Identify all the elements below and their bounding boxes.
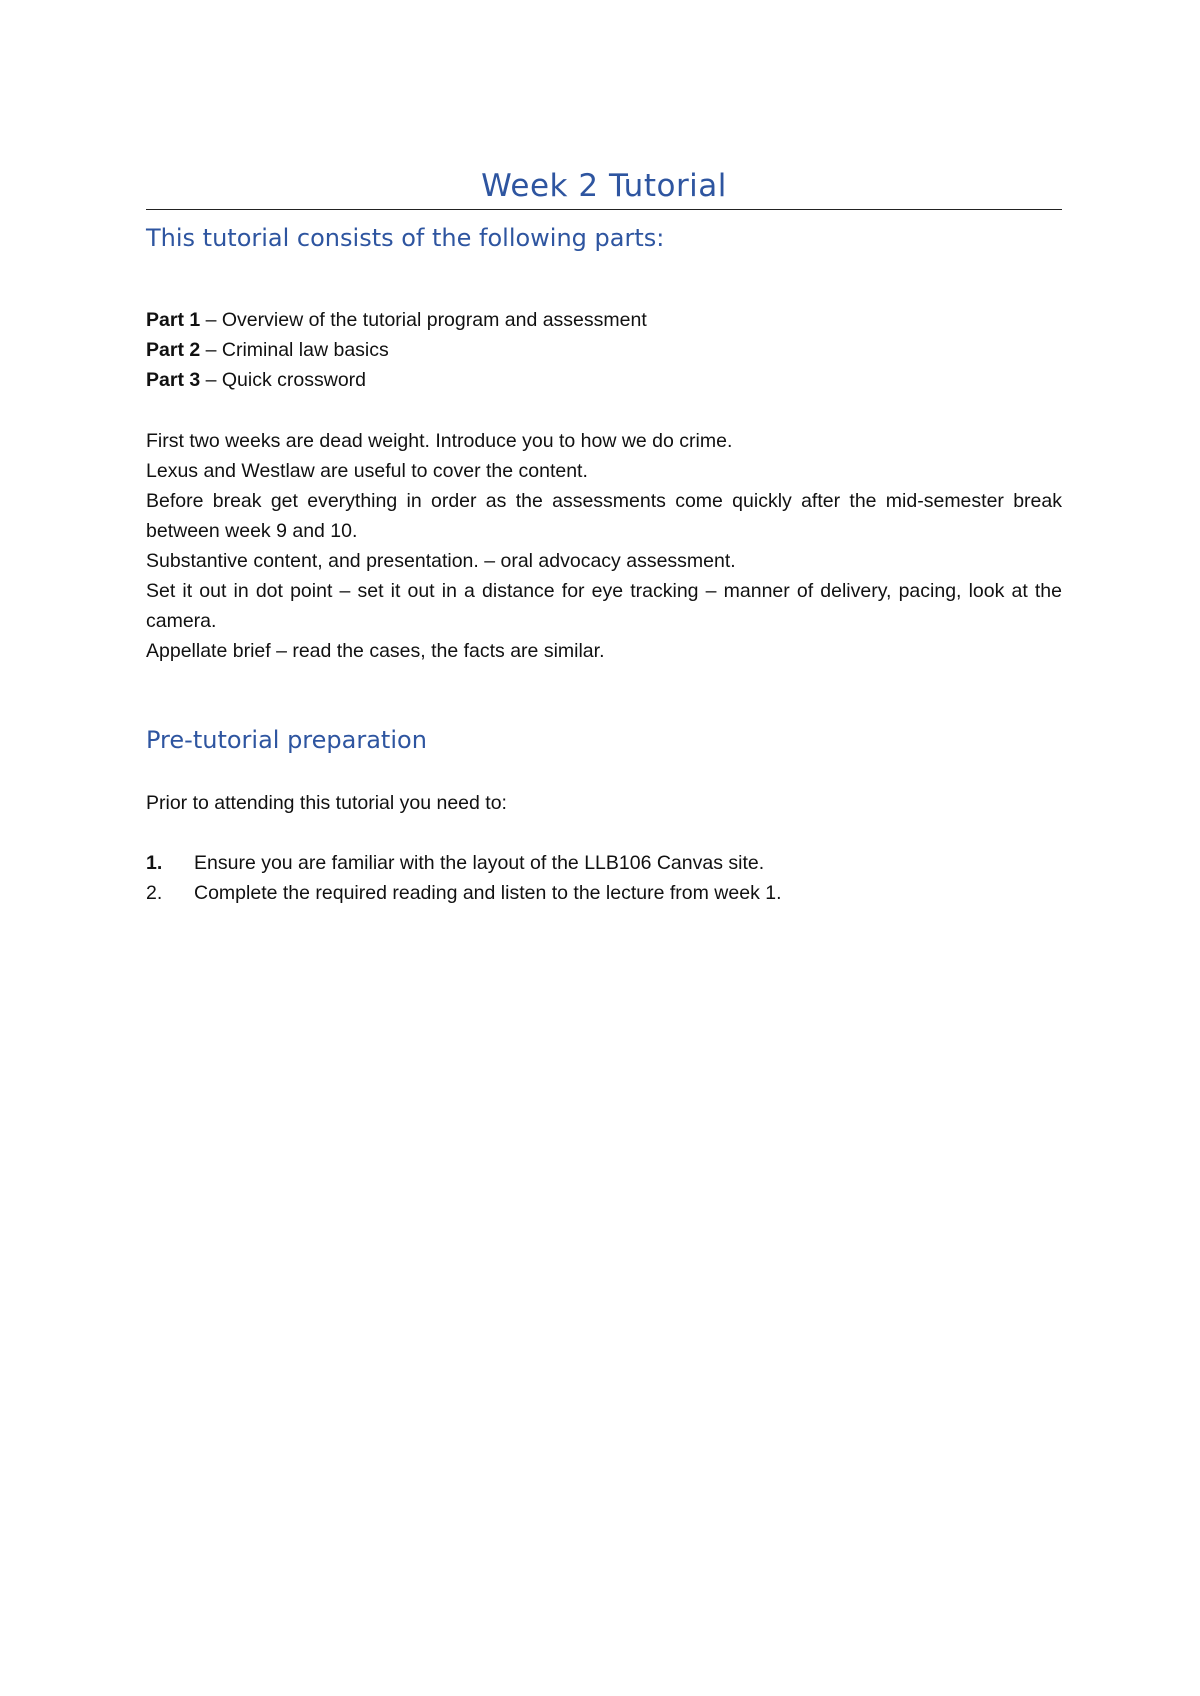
prep-intro: Prior to attending this tutorial you need to: — [146, 792, 507, 814]
part-item — [146, 335, 1062, 365]
prep-step — [146, 848, 1062, 878]
part-item — [146, 365, 1062, 395]
parts-list — [146, 305, 1062, 395]
parts-heading: This tutorial consists of the following parts: — [146, 224, 665, 252]
note-paragraph: Lexus and Westlaw are useful to cover the content. — [146, 460, 588, 482]
note-paragraph: Set it out in dot point – set it out in a distance for eye tracking – manner of delivery, pacing, look at the camera. — [146, 580, 1062, 632]
note-paragraph: Substantive content, and presentation. – oral advocacy assessment. — [146, 550, 736, 572]
part-label: Part 2 — [146, 339, 201, 361]
step-number: 1. — [146, 852, 163, 874]
prep-steps-list — [146, 848, 1062, 908]
prep-step — [146, 878, 1062, 908]
document-page — [146, 0, 1062, 1696]
part-label: Part 1 — [146, 309, 201, 331]
part-text: – Overview of the tutorial program and assessment — [200, 309, 647, 331]
note-paragraph: First two weeks are dead weight. Introduce you to how we do crime. — [146, 430, 733, 452]
part-text: – Quick crossword — [200, 369, 367, 391]
step-text: Ensure you are familiar with the layout of the LLB106 Canvas site. — [194, 852, 765, 874]
prep-heading: Pre-tutorial preparation — [146, 726, 427, 754]
page-title: Week 2 Tutorial — [481, 168, 727, 204]
step-text: Complete the required reading and listen to the lecture from week 1. — [194, 882, 782, 904]
part-label: Part 3 — [146, 369, 201, 391]
title-underline — [146, 209, 1062, 210]
step-number: 2. — [146, 882, 163, 904]
part-text: – Criminal law basics — [200, 339, 389, 361]
part-item — [146, 305, 1062, 335]
note-paragraph: Before break get everything in order as the assessments come quickly after the mid-semester break between week 9 and 10. — [146, 490, 1062, 542]
note-paragraph: Appellate brief – read the cases, the facts are similar. — [146, 640, 605, 662]
tutorial-notes — [146, 426, 1062, 666]
